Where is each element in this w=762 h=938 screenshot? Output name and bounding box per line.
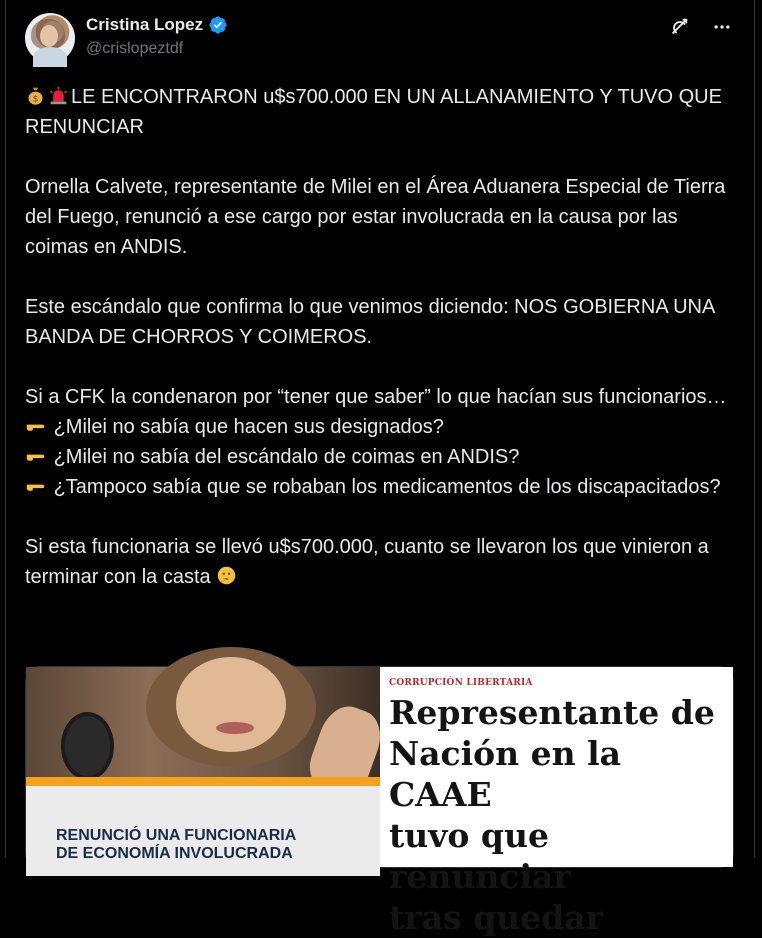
card-preview[interactable] (380, 667, 733, 937)
siren-icon (48, 85, 69, 106)
question-3: ¿Tampoco sabía que se robaban los medicamentos de los discapacitados? (53, 476, 721, 498)
question-2: ¿Milei no sabía del escándalo de coimas en ANDIS? (53, 446, 520, 468)
tweet-paragraph-3: Si a CFK la condenaron por “tener que saber” lo que hacían sus funcionarios… (25, 386, 727, 408)
pointing-hand-icon (25, 415, 46, 436)
link-card[interactable] (25, 666, 734, 937)
tweet-text (25, 82, 730, 592)
tweet-headline: LE ENCONTRARON u$s700.000 EN UN ALLANAMIENTO Y TUVO QUE RENUNCIAR (25, 86, 728, 138)
pointing-hand-icon (25, 475, 46, 496)
tweet-paragraph-1: Ornella Calvete, representante de Milei en el Área Aduanera Especial de Tierra del Fuego, renunció a ese cargo por estar involucrada en la causa por las coimas en ANDIS. (25, 176, 731, 258)
author-row (86, 15, 228, 35)
grok-icon[interactable] (668, 16, 690, 38)
author-name[interactable]: Cristina Lopez (86, 15, 204, 34)
card-title[interactable]: Representante de Nación en la CAAE tuvo que renunciar tras quedar (389, 693, 715, 937)
verified-badge-icon (208, 15, 228, 35)
thinking-face-icon (216, 565, 237, 586)
tweet-paragraph-2: Este escándalo que confirma lo que venimos diciendo: NOS GOBIERNA UNA BANDA DE CHORROS Y COIMEROS. (25, 296, 720, 348)
more-icon[interactable] (712, 17, 732, 37)
avatar[interactable] (25, 13, 75, 63)
card-image-headline: RENUNCIÓ UNA FUNCIONARIA DE ECONOMÍA INVOLUCRADA (56, 827, 297, 862)
svg-text:$: $ (32, 94, 39, 105)
pointing-hand-icon (25, 445, 46, 466)
question-1: ¿Milei no sabía que hacen sus designados? (53, 416, 444, 438)
card-image[interactable] (26, 667, 380, 867)
money-bag-icon (25, 85, 46, 106)
tweet-actions (668, 16, 732, 38)
tweet-paragraph-4: Si esta funcionaria se llevó u$s700.000, cuanto se llevaron los que vinieron a terminar con la casta (25, 536, 715, 588)
author-handle[interactable]: @crislopeztdf (86, 40, 184, 57)
card-kicker: CORRUPCIÓN LIBERTARIA (389, 678, 533, 688)
